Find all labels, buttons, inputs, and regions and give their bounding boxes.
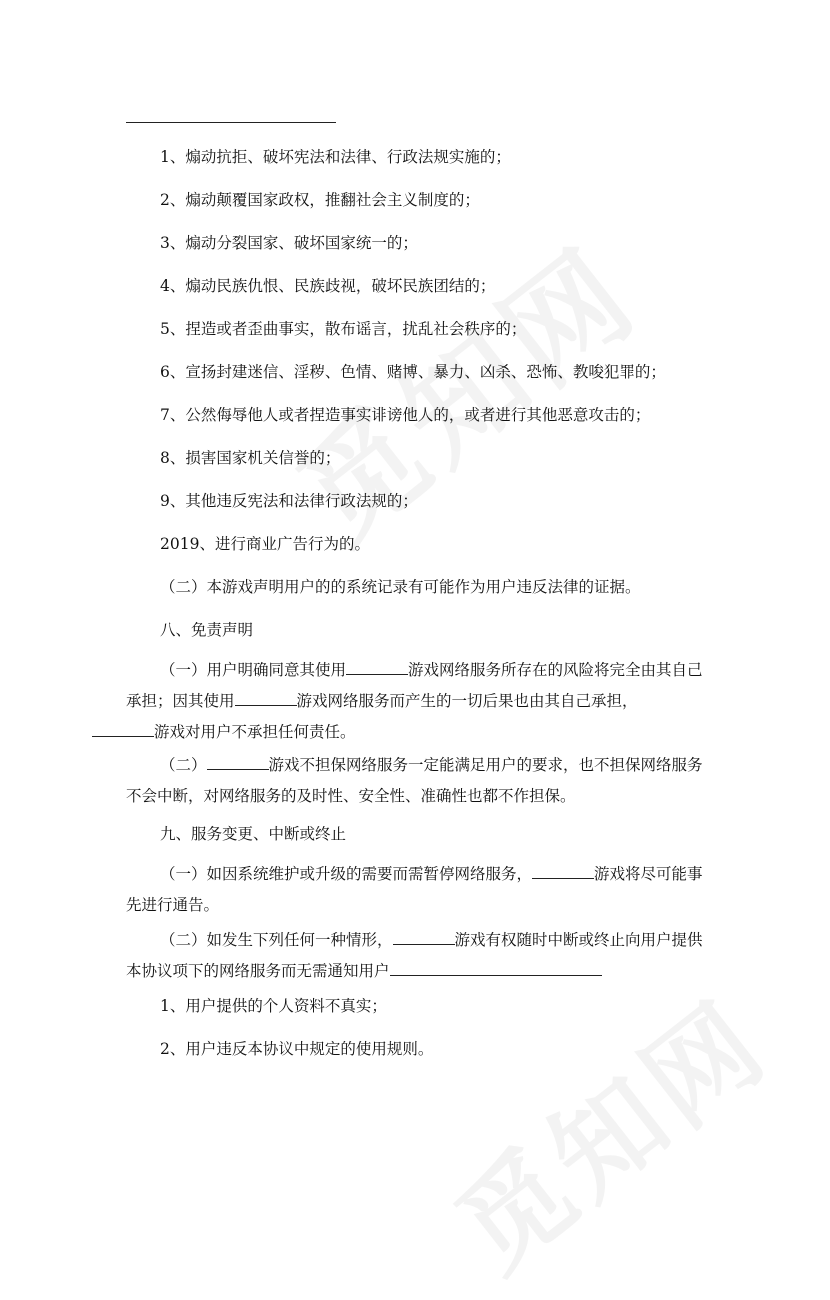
section9-sub-item: 1、用户提供的个人资料不真实；	[160, 997, 387, 1015]
list-item: 3、煽动分裂国家、破坏国家统一的；	[160, 234, 418, 252]
list-item: 2、煽动颠覆国家政权，推翻社会主义制度的；	[160, 191, 480, 209]
list-item: 2019、进行商业广告行为的。	[160, 535, 370, 553]
section8-paragraph2: （二） 游戏不担保网络服务一定能满足用户的要求，也不担保网络服务不会中断，对网络服务的及时性、安全性、准确性也都不作担保。	[126, 756, 703, 805]
watermark-bottom	[419, 958, 795, 1300]
fill-blank-long	[390, 961, 602, 976]
section9-paragraph2: （二）如发生下列任何一种情形， 游戏有权随时中断或终止向用户提供本协议项下的网络服务而无需通知用户	[126, 931, 703, 980]
list-item: 9、其他违反宪法和法律行政法规的；	[160, 492, 418, 510]
section9-heading: 九、服务变更、中断或终止	[160, 825, 347, 843]
fill-blank	[346, 660, 408, 675]
section9-paragraph1: （一）如因系统维护或升级的需要而需暂停网络服务， 游戏将尽可能事先进行通告。	[126, 865, 703, 914]
section8-paragraph1: （一）用户明确同意其使用 游戏网络服务所存在的风险将完全由其自己承担；因其使用 游戏网络服务而产生的一切后果也由其自己承担， 游戏对用户不承担任何责任。	[126, 655, 706, 748]
list-item: 7、公然侮辱他人或者捏造事实诽谤他人的，或者进行其他恶意攻击的；	[160, 406, 651, 424]
fill-blank	[235, 691, 297, 706]
list-item: 8、损害国家机关信誉的；	[160, 449, 341, 467]
list-item: 1、煽动抗拒、破坏宪法和法律、行政法规实施的；	[160, 148, 511, 166]
top-blank-line	[126, 122, 336, 123]
list-item: 4、煽动民族仇恨、民族歧视，破坏民族团结的；	[160, 277, 496, 295]
fill-blank	[532, 864, 594, 879]
fill-blank	[92, 722, 154, 737]
section9-sub-item: 2、用户违反本协议中规定的使用规则。	[160, 1040, 434, 1058]
fill-blank	[393, 930, 455, 945]
list-item: 6、宣扬封建迷信、淫秽、色情、赌博、暴力、凶杀、恐怖、教唆犯罪的；	[160, 363, 666, 381]
section8-heading: 八、免责声明	[160, 621, 254, 639]
section7-clause2: （二）本游戏声明用户的的系统记录有可能作为用户违反法律的证据。	[160, 578, 641, 596]
fill-blank	[207, 755, 269, 770]
list-item: 5、捏造或者歪曲事实，散布谣言，扰乱社会秩序的；	[160, 320, 527, 338]
